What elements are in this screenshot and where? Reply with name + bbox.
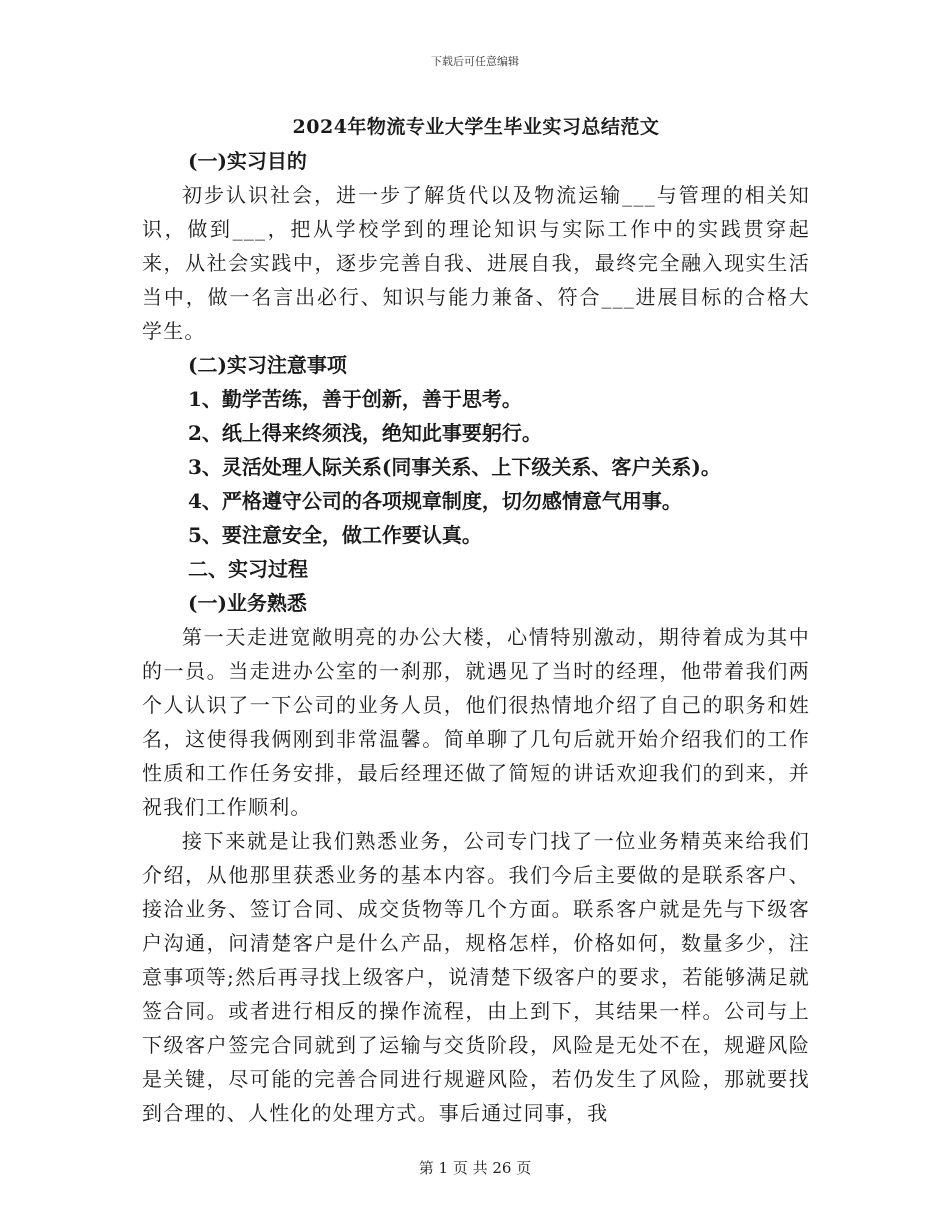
page-number: 第 1 页 共 26 页 <box>418 1159 532 1177</box>
list-item: 3、灵活处理人际关系(同事关系、上下级关系、客户关系)。 <box>188 455 721 479</box>
paragraph-business-intro: 接下来就是让我们熟悉业务，公司专门找了一位业务精英来给我们介绍，从他那里获悉业务的基本内容。我们今后主要做的是联系客户、接洽业务、签订合同、成交货物等几个方面。联系客户就是先与下级客户沟通，问清楚客户是什么产品，规格怎样，价格如何，数量多少，注意事项等;然后再寻找上级客户，说清楚下级客户的要求，若能够满足就签合同。或者进行相反的操作流程，由上到下，其结果一样。公司与上下级客户签完合同就到了运输与交货阶段，风险是无处不在，规避风险是关键，尽可能的完善合同进行规避风险，若仍发生了风险，那就要找到合理的、人性化的处理方式。事后通过同事，我 <box>142 829 810 1125</box>
part-heading-process: 二、实习过程 <box>188 557 308 581</box>
paragraph-purpose: 初步认识社会，进一步了解货代以及物流运输___与管理的相关知识，做到___，把从学校学到的理论知识与实际工作中的实践贯穿起来，从社会实践中，逐步完善自我、进展自我，最终完全融入现实生活当中，做一名言出必行、知识与能力兼备、符合___进展目标的合格大学生。 <box>142 183 810 343</box>
section-heading-business: (一)业务熟悉 <box>188 591 307 615</box>
list-item: 5、要注意安全，做工作要认真。 <box>188 523 482 547</box>
section-heading-purpose: (一)实习目的 <box>188 149 307 173</box>
list-item: 1、勤学苦练，善于创新，善于思考。 <box>188 387 522 411</box>
list-item: 2、纸上得来终须浅，绝知此事要躬行。 <box>188 421 542 445</box>
section-heading-notes: (二)实习注意事项 <box>188 353 347 377</box>
paragraph-first-day: 第一天走进宽敞明亮的办公大楼，心情特别激动，期待着成为其中的一员。当走进办公室的一刹那，就遇见了当时的经理，他带着我们两个人认识了一下公司的业务人员，他们很热情地介绍了自己的职务和姓名，这使得我俩刚到非常温馨。简单聊了几句后就开始介绍我们的工作性质和工作任务安排，最后经理还做了简短的讲话欢迎我们的到来，并祝我们工作顺利。 <box>142 625 810 819</box>
document-title: 2024年物流专业大学生毕业实习总结范文 <box>292 116 660 138</box>
list-item: 4、严格遵守公司的各项规章制度，切勿感情意气用事。 <box>188 489 682 513</box>
document-body <box>142 110 810 1130</box>
page-header-note: 下载后可任意编辑 <box>431 55 519 68</box>
